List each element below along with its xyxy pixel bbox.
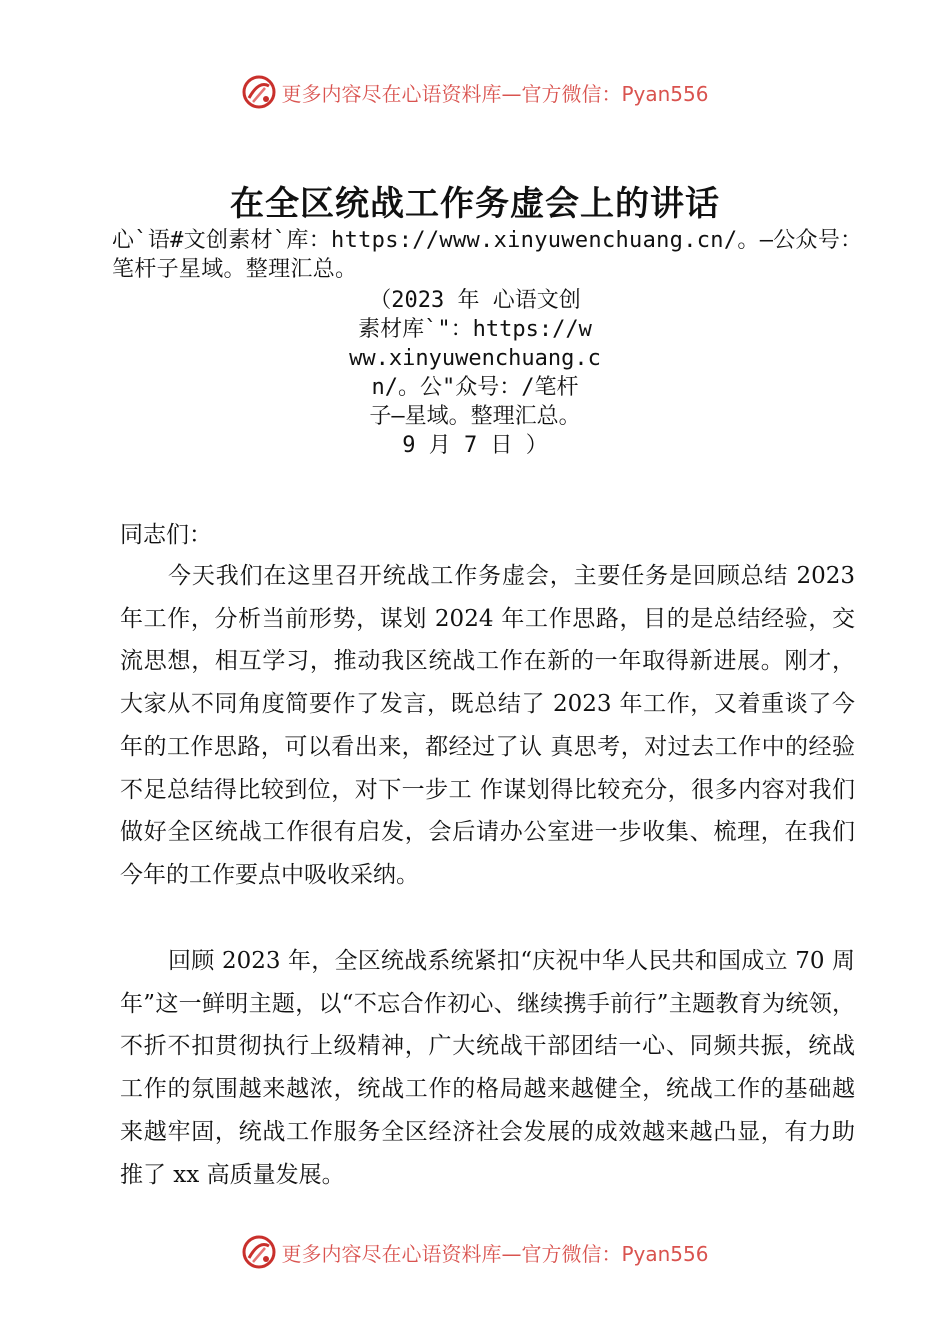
xinyu-logo-icon: [241, 1234, 277, 1270]
document-title: 在全区统战工作务虚会上的讲话: [230, 184, 720, 224]
date-line: ww.xinyuwenchuang.c: [349, 346, 601, 371]
banner-text: 更多内容尽在心语资料库—官方微信：Pyan556: [281, 1241, 709, 1266]
greeting: 同志们：: [120, 522, 212, 548]
footer-banner: [0, 1232, 950, 1272]
body-paragraph: 回顾 2023 年，全区统战系统紧扣“庆祝中华人民共和国成立 70 周年”这一鲜明主题，以“不忘合作初心、继续携手前行”主题教育为统领，不折不扣贯彻执行上级精神，广大统战干部团结一心、同频共振，统战工作的氛围越来越浓，统战工作的格局越来越健全，统战工作的基础越来越牢固，统战工作服务全区经济社会发展的成效越来越凸显，有力助推了 xx 高质量发展。: [120, 948, 855, 1188]
document-subtitle: 心`语#文创素材`库：https://www.xinyuwenchuang.cn/。—公众号：笔杆子星域。整理汇总。: [112, 228, 863, 282]
date-line: 9 月 7 日 ）: [402, 433, 548, 458]
date-line: n/。公"众号：/笔杆: [371, 375, 579, 400]
banner-text: 更多内容尽在心语资料库—官方微信：Pyan556: [281, 81, 709, 106]
date-line: 子—星域。整理汇总。: [369, 404, 581, 429]
date-block: [340, 286, 610, 460]
body-paragraph: 今天我们在这里召开统战工作务虚会，主要任务是回顾总结 2023 年工作，分析当前形势，谋划 2024 年工作思路，目的是总结经验，交流思想，相互学习，推动我区统战工作在新的一年取得新进展。刚才，大家从不同角度简要作了发言，既总结了 2023 年工作，又着重谈了今年的工作思路，可以看出来，都经过了认 真思考，对过去工作中的经验不足总结得比较到位，对下一步工 作谋划得比较充分，很多内容对我们做好全区统战工作很有启发，会后请办公室进一步收集、梳理，在我们今年的工作要点中吸收采纳。: [120, 563, 855, 888]
date-line: 素材库`"：https://w: [358, 317, 592, 342]
date-line: （2023 年 心语文创: [369, 288, 581, 313]
xinyu-logo-icon: [241, 74, 277, 110]
header-banner: [0, 72, 950, 112]
